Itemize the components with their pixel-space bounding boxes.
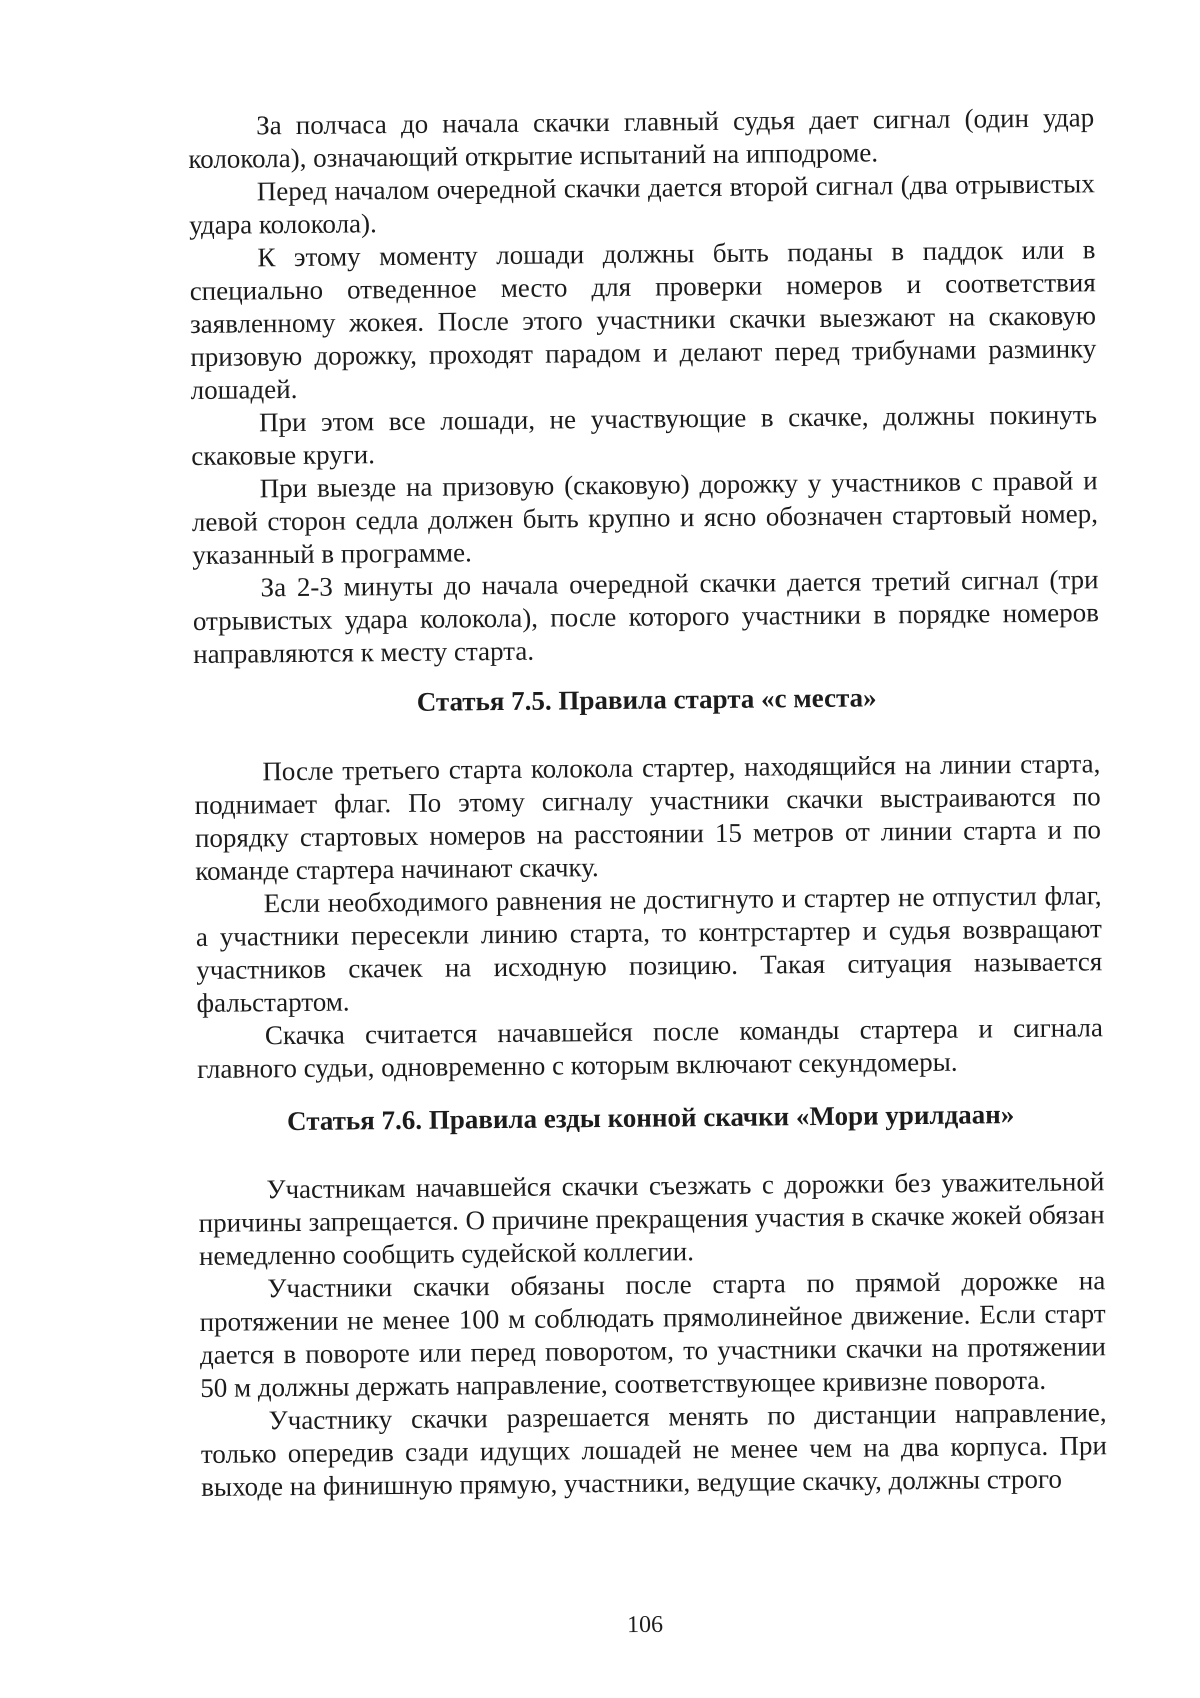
paragraph: За полчаса до начала скачки главный судья дает сигнал (один удар колокола), означающий открытие испытаний на ипподроме. bbox=[188, 102, 1095, 174]
paragraph: Перед началом очередной скачки дается второй сигнал (два отрывистых удара колокола). bbox=[188, 168, 1095, 240]
article-7-5-heading: Статья 7.5. Правила старта «с места» bbox=[416, 682, 877, 717]
page-number: 106 bbox=[626, 1611, 664, 1639]
article-7-6-heading: Статья 7.6. Правила езды конной скачки «Мори урилдаан» bbox=[286, 1099, 1015, 1137]
paragraph: За 2-3 минуты до начала очередной скачки дается третий сигнал (три отрывистых удара колокола), после которого участники в порядке номеров направляются к месту старта. bbox=[192, 564, 1100, 669]
paragraph: Участники скачки обязаны после старта по прямой дорожке на протяжении не менее 100 м соблюдать прямолинейное движение. Если старт дается в повороте или перед поворотом, то участники скачки на протяжении 50 м должны держать направление, соответствующее кривизне поворота. bbox=[199, 1265, 1107, 1403]
document-page bbox=[188, 101, 1107, 1504]
paragraph: После третьего старта колокола стартер, находящийся на линии старта, поднимает флаг. По этому сигналу участники скачки выстраиваются по порядку стартовых номеров на расстоянии 15 метров от линии старта и по команде стартера начинают скачку. bbox=[194, 748, 1102, 886]
paragraph: К этому моменту лошади должны быть поданы в паддок или в специально отведенное место для проверки номеров и соответствия заявленному жокея. После этого участники скачки выезжают на скаковую призовую дорожку, проходят парадом и делают перед трибунами разминку лошадей. bbox=[189, 234, 1097, 405]
paragraph: Скачка считается начавшейся после команды стартера и сигнала главного судьи, одновременно с которым включают секундомеры. bbox=[197, 1012, 1103, 1084]
paragraph: Участнику скачки разрешается менять по дистанции направление, только опередив сзади идущих лошадей не менее чем на два корпуса. При выходе на финишную прямую, участники, ведущие скачку, должны строго bbox=[200, 1397, 1108, 1502]
paragraph: Если необходимого равнения не достигнуто и стартер не отпустил флаг, а участники пересекли линию старта, то контрстартер и судья возвращают участников скачек на исходную позицию. Такая ситуация называется фальстартом. bbox=[195, 880, 1103, 1018]
paragraph: При этом все лошади, не участвующие в скачке, должны покинуть скаковые круги. bbox=[191, 399, 1098, 471]
paragraph: Участникам начавшейся скачки съезжать с дорожки без уважительной причины запрещается. О причине прекращения участия в скачке жокей обязан немедленно сообщить судейской коллегии. bbox=[198, 1166, 1105, 1271]
paragraph: При выезде на призовую (скаковую) дорожку у участников с правой и левой сторон седла должен быть крупно и ясно обозначен стартовый номер, указанный в программе. bbox=[191, 465, 1099, 570]
